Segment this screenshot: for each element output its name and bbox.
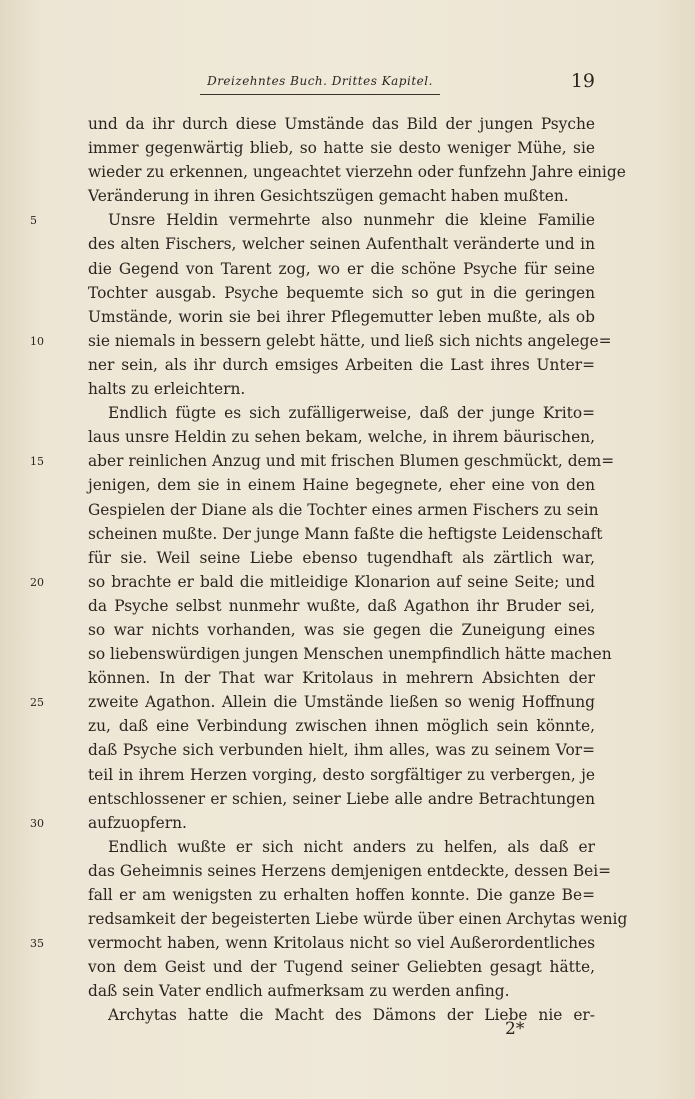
line-text: so liebenswürdigen jungen Menschen unempfindlich hätte machen [88, 645, 612, 664]
text-line [88, 473, 595, 497]
line-text: halts zu erleichtern. [88, 380, 246, 399]
line-number: 15 [30, 455, 44, 469]
line-text: ner sein, als ihr durch emsiges Arbeiten die Last ihres Unter= [88, 355, 595, 374]
line-text: entschlossener er schien, seiner Liebe alle andre Betrachtungen [88, 789, 595, 808]
line-text: Endlich fügte es sich zufälligerweise, daß der junge Krito= [108, 404, 595, 423]
text-line [88, 666, 595, 690]
line-text: daß Psyche sich verbunden hielt, ihm alles, was zu seinem Vor= [88, 741, 595, 760]
line-text: Umstände, worin sie bei ihrer Pflegemutter leben mußte, als ob [88, 307, 595, 326]
text-line [88, 377, 595, 401]
text-line [88, 835, 595, 859]
text-line [30, 690, 595, 714]
line-text: redsamkeit der begeisterten Liebe würde über einen Archytas wenig [88, 910, 628, 929]
line-text: da Psyche selbst nunmehr wußte, daß Agathon ihr Bruder sei, [88, 596, 595, 615]
line-number: 20 [30, 575, 44, 589]
text-line [88, 112, 595, 136]
text-line [88, 425, 595, 449]
line-number: 30 [30, 816, 44, 830]
line-text: zu, daß eine Verbindung zwischen ihnen möglich sein könnte, [88, 717, 595, 736]
line-text: immer gegenwärtig blieb, so hatte sie desto weniger Mühe, sie [88, 139, 595, 158]
line-number: 5 [30, 214, 37, 228]
text-line [88, 401, 595, 425]
line-text: sie niemals in bessern gelebt hätte, und ließ sich nichts angelege= [88, 331, 612, 350]
line-text: jenigen, dem sie in einem Haine begegnete, eher eine von den [88, 476, 595, 495]
text-line [88, 979, 595, 1003]
line-text: scheinen mußte. Der junge Mann faßte die heftigste Leidenschaft [88, 524, 603, 543]
line-text: das Geheimnis seines Herzens demjenigen entdeckte, dessen Bei= [88, 861, 612, 880]
text-line [88, 232, 595, 256]
text-line [88, 184, 595, 208]
text-line [88, 618, 595, 642]
line-text: aber reinlichen Anzug und mit frischen Blumen geschmückt, dem= [88, 452, 615, 471]
line-number: 10 [30, 334, 44, 348]
text-line [88, 522, 603, 546]
text-line [88, 859, 612, 883]
text-line [88, 907, 628, 931]
text-line [88, 353, 595, 377]
text-line [88, 714, 595, 738]
text-line [30, 208, 595, 232]
line-text: und da ihr durch diese Umstände das Bild der jungen Psyche [88, 115, 595, 133]
line-text: laus unsre Heldin zu sehen bekam, welche, in ihrem bäurischen, [88, 428, 595, 447]
text-line [88, 738, 595, 762]
text-line [88, 955, 595, 979]
body-text [30, 112, 628, 1028]
line-text: für sie. Weil seine Liebe ebenso tugendhaft als zärtlich war, [88, 548, 595, 567]
line-text: von dem Geist und der Tugend seiner Geliebten gesagt hätte, [88, 958, 595, 977]
text-line [88, 305, 595, 329]
text-line [30, 329, 612, 353]
line-text: Unsre Heldin vermehrte also nunmehr die kleine Familie [108, 211, 595, 230]
line-text: fall er am wenigsten zu erhalten hoffen konnte. Die ganze Be= [88, 886, 595, 904]
text-line [30, 570, 595, 594]
text-line [30, 811, 595, 835]
signature-mark: 2* [505, 1019, 525, 1039]
line-text: aufzuopfern. [88, 813, 187, 832]
line-text: Gespielen der Diane als die Tochter eines armen Fischers zu sein [88, 500, 599, 519]
line-text: vermocht haben, wenn Kritolaus nicht so viel Außerordentliches [88, 934, 595, 953]
line-number: 25 [30, 696, 44, 710]
line-text: Archytas hatte die Macht des Dämons der Liebe nie er- [108, 1006, 595, 1025]
text-line [88, 498, 599, 522]
line-text: so war nichts vorhanden, was sie gegen die Zuneigung eines [88, 620, 595, 639]
line-text: daß sein Vater endlich aufmerksam zu werden anfing. [88, 982, 510, 1001]
line-text: die Gegend von Tarent zog, wo er die schöne Psyche für seine [88, 259, 595, 278]
text-line [88, 787, 595, 811]
text-line [30, 931, 595, 955]
line-text: Endlich wußte er sich nicht anders zu helfen, als daß er [108, 837, 595, 856]
line-text: teil in ihrem Herzen vorging, desto sorgfältiger zu verbergen, je [88, 765, 595, 784]
text-line [88, 594, 595, 618]
line-text: so brachte er bald die mitleidige Klonarion auf seine Seite; und [88, 572, 595, 591]
text-line [88, 281, 595, 305]
line-text: des alten Fischers, welcher seinen Aufenthalt veränderte und in [88, 235, 595, 254]
line-text: können. In der That war Kritolaus in mehrern Absichten der [88, 669, 595, 688]
text-line [88, 883, 595, 907]
page-number: 19 [570, 70, 595, 92]
text-line [30, 449, 615, 473]
text-line [88, 546, 595, 570]
text-line [88, 257, 595, 281]
line-text: Veränderung in ihren Gesichtszügen gemacht haben mußten. [88, 187, 569, 206]
line-text: Tochter ausgab. Psyche bequemte sich so gut in die geringen [88, 283, 595, 302]
line-text: wieder zu erkennen, ungeachtet vierzehn oder funfzehn Jahre einige [88, 163, 626, 182]
header-rule [200, 94, 440, 95]
text-line [88, 160, 626, 184]
running-header: Dreizehntes Buch. Drittes Kapitel. [207, 74, 433, 88]
line-text: zweite Agathon. Allein die Umstände ließen so wenig Hoffnung [88, 693, 595, 712]
text-line [88, 136, 595, 160]
text-line [88, 763, 595, 787]
text-line [88, 642, 612, 666]
line-number: 35 [30, 937, 44, 951]
